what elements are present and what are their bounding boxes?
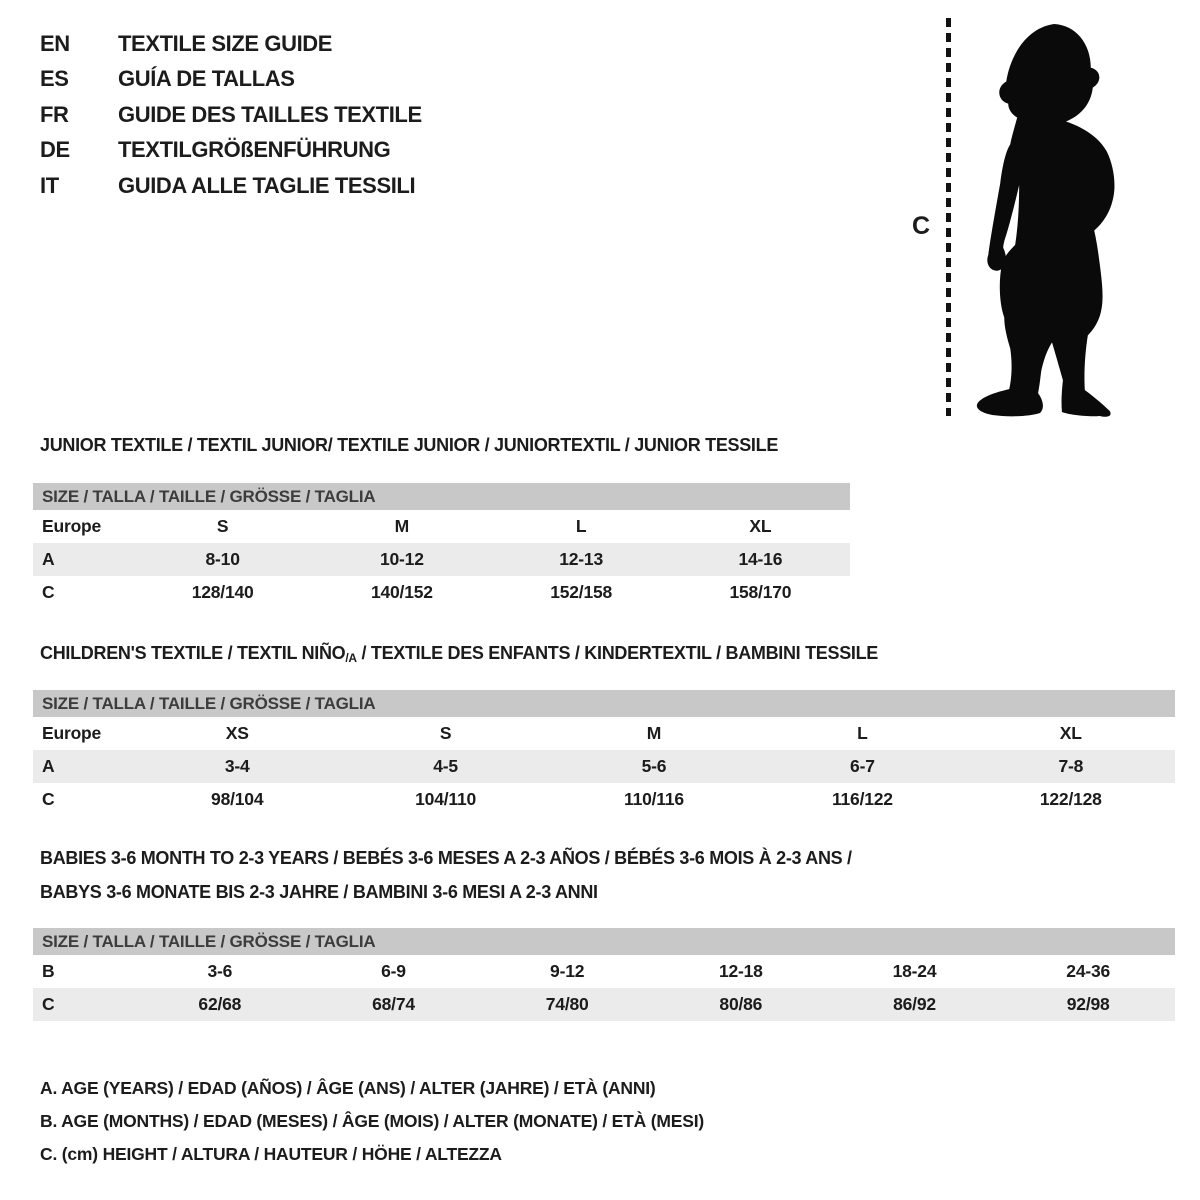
table-cell: XL xyxy=(1059,723,1082,743)
junior-section-heading: JUNIOR TEXTILE / TEXTIL JUNIOR/ TEXTILE JUNIOR / JUNIORTEXTIL / JUNIOR TESSILE xyxy=(40,435,779,455)
measurement-legend xyxy=(40,1072,704,1171)
table-cell: 12-13 xyxy=(559,549,603,569)
height-measure-label: C xyxy=(912,212,930,240)
children-size-table xyxy=(33,690,1175,816)
table-cell: 92/98 xyxy=(1066,994,1110,1014)
table-cell: 24-36 xyxy=(1066,961,1111,981)
table-cell: 116/122 xyxy=(831,789,893,809)
height-measure-dashed-line xyxy=(946,18,951,416)
row-label: C xyxy=(42,994,55,1014)
title-fr: GUIDE DES TAILLES TEXTILE xyxy=(118,101,422,127)
table-cell: 86/92 xyxy=(893,994,936,1014)
title-it: GUIDA ALLE TAGLIE TESSILI xyxy=(118,172,416,198)
table-row xyxy=(33,750,1175,783)
table-cell: 8-10 xyxy=(205,549,240,569)
table-row xyxy=(33,717,1175,750)
table-cell: S xyxy=(216,516,229,536)
title-row-fr xyxy=(40,97,422,133)
row-label: B xyxy=(42,961,55,981)
table-cell: 104/110 xyxy=(415,789,477,809)
table-cell: 74/80 xyxy=(545,994,589,1014)
row-label: C xyxy=(42,582,55,602)
table-cell: S xyxy=(439,723,452,743)
table-cell: 110/116 xyxy=(624,789,684,809)
table-cell: 152/158 xyxy=(550,582,613,602)
table-cell: 80/86 xyxy=(719,994,763,1014)
toddler-silhouette-icon xyxy=(962,18,1140,418)
babies-size-table xyxy=(33,928,1175,1021)
legend-line-b: B. AGE (MONTHS) / EDAD (MESES) / ÂGE (MOIS) / ALTER (MONATE) / ETÀ (MESI) xyxy=(40,1111,704,1131)
legend-line-a: A. AGE (YEARS) / EDAD (AÑOS) / ÂGE (ANS) / ALTER (JAHRE) / ETÀ (ANNI) xyxy=(40,1078,656,1098)
row-label: Europe xyxy=(42,723,102,743)
babies-size-header-bar: SIZE / TALLA / TAILLE / GRÖSSE / TAGLIA xyxy=(33,928,1175,955)
table-cell: 14-16 xyxy=(738,549,783,569)
table-cell: 3-6 xyxy=(207,961,233,981)
children-heading-suffix: / TEXTILE DES ENFANTS / KINDERTEXTIL / BAMBINI TESSILE xyxy=(356,643,878,663)
table-cell: 140/152 xyxy=(370,582,433,602)
table-row xyxy=(33,955,1175,988)
legend-line-c: C. (cm) HEIGHT / ALTURA / HAUTEUR / HÖHE / ALTEZZA xyxy=(40,1144,502,1164)
junior-size-header-bar: SIZE / TALLA / TAILLE / GRÖSSE / TAGLIA xyxy=(33,483,850,510)
table-cell: 6-9 xyxy=(381,961,406,981)
lang-code-de: DE xyxy=(40,137,70,163)
table-cell: 68/74 xyxy=(372,994,415,1014)
table-row xyxy=(33,543,850,576)
table-cell: 122/128 xyxy=(1039,789,1102,809)
children-heading-sub: /A xyxy=(345,651,357,665)
children-section-heading xyxy=(40,643,878,665)
babies-section-heading-line2: BABYS 3-6 MONATE BIS 2-3 JAHRE / BAMBINI 3-6 MESI A 2-3 ANNI xyxy=(40,882,598,902)
table-cell: XS xyxy=(225,723,249,743)
title-language-list xyxy=(40,26,422,204)
table-cell: M xyxy=(646,723,662,743)
title-row-it xyxy=(40,168,422,204)
table-cell: 62/68 xyxy=(198,994,242,1014)
table-cell: 4-5 xyxy=(433,756,458,776)
table-row xyxy=(33,988,1175,1021)
table-cell: 6-7 xyxy=(850,756,875,776)
babies-section-heading-line1: BABIES 3-6 MONTH TO 2-3 YEARS / BEBÉS 3-6 MESES A 2-3 AÑOS / BÉBÉS 3-6 MOIS À 2-3 ANS / xyxy=(40,848,852,868)
title-row-en xyxy=(40,26,422,62)
table-cell: XL xyxy=(749,516,772,536)
table-row xyxy=(33,783,1175,816)
table-cell: 18-24 xyxy=(892,961,937,981)
table-cell: 3-4 xyxy=(224,756,250,776)
row-label: A xyxy=(42,549,55,569)
title-en: TEXTILE SIZE GUIDE xyxy=(118,30,333,56)
table-cell: 10-12 xyxy=(379,549,424,569)
table-row xyxy=(33,510,850,543)
table-cell: 5-6 xyxy=(641,756,667,776)
row-label: A xyxy=(42,756,55,776)
title-row-es xyxy=(40,62,422,98)
table-cell: 7-8 xyxy=(1058,756,1084,776)
lang-code-it: IT xyxy=(40,172,59,198)
table-cell: L xyxy=(857,723,868,743)
junior-size-table xyxy=(33,483,850,609)
table-cell: 128/140 xyxy=(191,582,254,602)
children-heading-prefix: CHILDREN'S TEXTILE / TEXTIL NIÑO xyxy=(40,643,346,663)
table-cell: 98/104 xyxy=(211,789,264,809)
table-cell: 9-12 xyxy=(550,961,585,981)
lang-code-es: ES xyxy=(40,66,69,92)
table-cell: 12-18 xyxy=(718,961,763,981)
lang-code-fr: FR xyxy=(40,101,69,127)
children-size-header-bar: SIZE / TALLA / TAILLE / GRÖSSE / TAGLIA xyxy=(33,690,1175,717)
lang-code-en: EN xyxy=(40,30,70,56)
table-row xyxy=(33,576,850,609)
row-label: Europe xyxy=(42,516,102,536)
title-de: TEXTILGRÖßENFÜHRUNG xyxy=(118,137,391,163)
row-label: C xyxy=(42,789,55,809)
title-es: GUÍA DE TALLAS xyxy=(118,66,295,92)
title-row-de xyxy=(40,133,422,169)
table-cell: M xyxy=(394,516,410,536)
table-cell: 158/170 xyxy=(729,582,792,602)
table-cell: L xyxy=(575,516,587,536)
